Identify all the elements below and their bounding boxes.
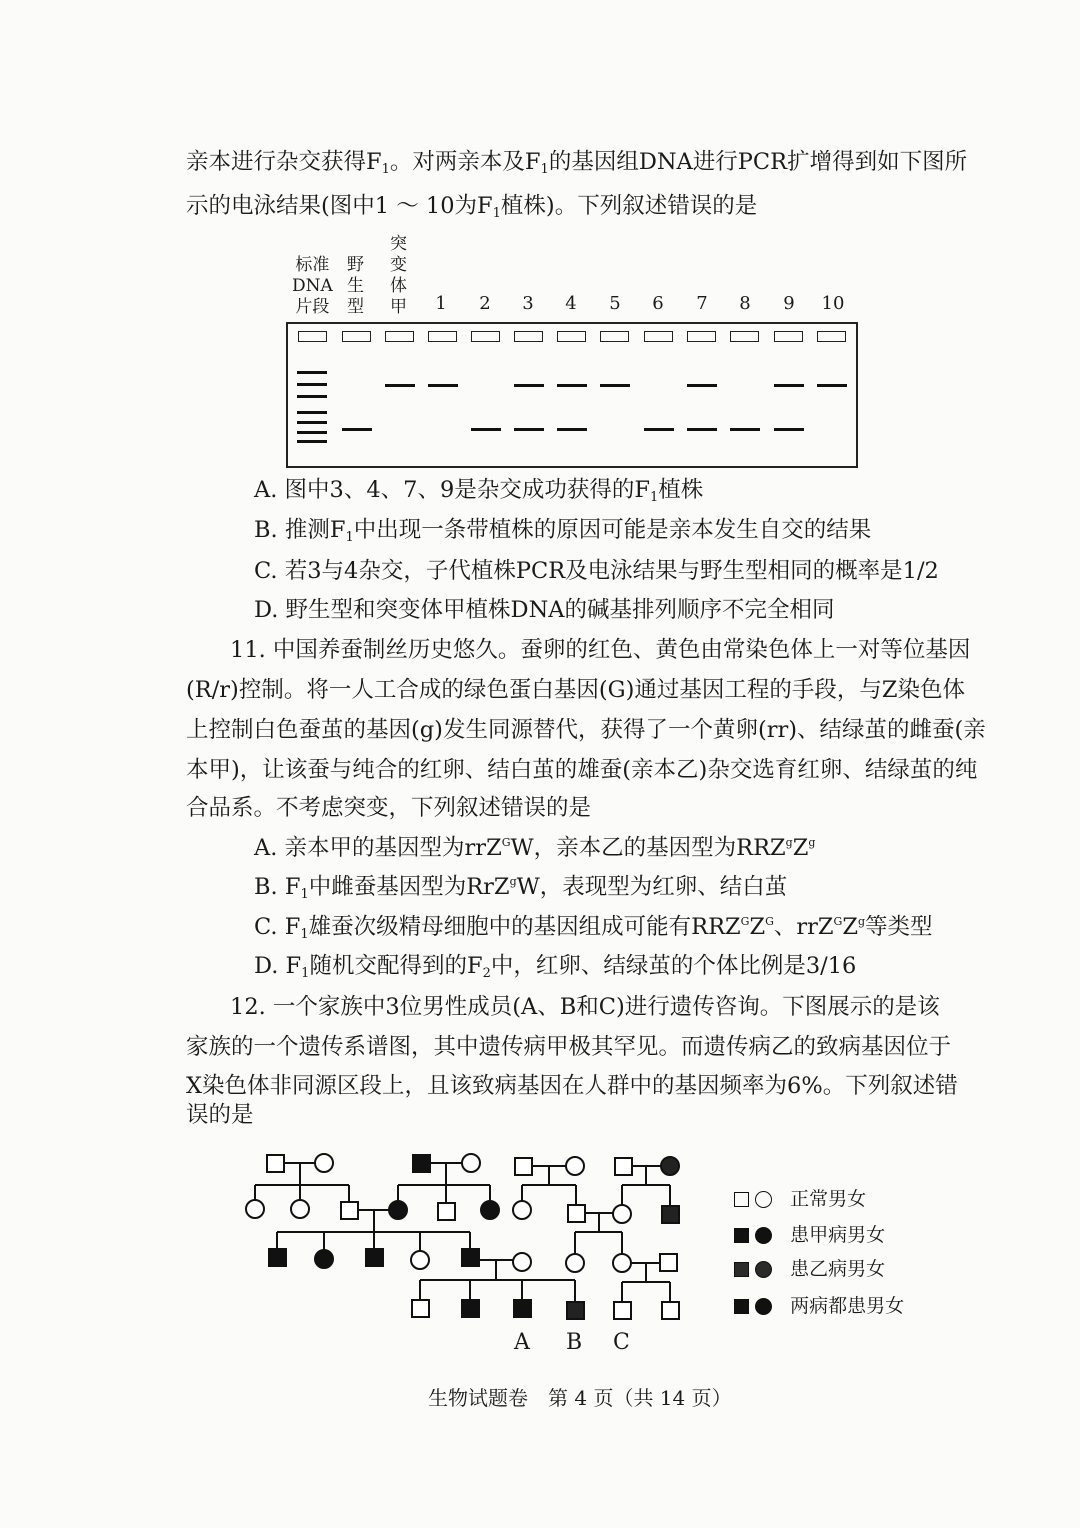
legend-disease-a: 患甲病男女 xyxy=(734,1224,885,1246)
q11-line-1: 11. 中国养蚕制丝历史悠久。蚕卵的红色、黄色由常染色体上一对等位基因 xyxy=(230,637,971,663)
label-b: B xyxy=(566,1330,583,1355)
legend-both: 两病都患男女 xyxy=(734,1295,904,1317)
label-a: A xyxy=(514,1330,530,1355)
normal-female-icon xyxy=(755,1191,772,1208)
q12-line-3: X染色体非同源区段上，且该致病基因在人群中的基因频率为6%。下列叙述错 xyxy=(186,1073,958,1099)
label-c: C xyxy=(613,1330,630,1355)
q11-line-3: 上控制白色蚕茧的基因(g)发生同源替代，获得了一个黄卵(rr)、结绿茧的雌蚕(亲 xyxy=(186,717,986,743)
lane-number: 9 xyxy=(783,293,795,314)
disease-a-male-icon xyxy=(734,1228,749,1243)
lane-number: 3 xyxy=(522,293,534,314)
q11-option-a: A. 亲本甲的基因型为rrZ$^G$W，亲本乙的基因型为$RRZ^gZ^g$ xyxy=(254,835,816,861)
q12-line-1: 12. 一个家族中3位男性成员(A、B和C)进行遗传咨询。下图展示的是该 xyxy=(230,994,940,1020)
header-wild-type: 野 生 型 xyxy=(347,255,364,317)
header-mutant: 突 变 体 甲 xyxy=(390,234,407,317)
disease-b-female-icon xyxy=(755,1261,772,1278)
disease-b-male-icon xyxy=(734,1262,749,1277)
q12-line-4: 误的是 xyxy=(186,1102,254,1128)
q10-option-c: C. 若3与4杂交，子代植株PCR及电泳结果与野生型相同的概率是1/2 xyxy=(254,558,939,584)
lane-number: 8 xyxy=(739,293,751,314)
lane-number: 1 xyxy=(435,293,447,314)
q11-option-c: C. $F_1$雄蚕次级精母细胞中的基因组成可能有$RRZ^GZ^G$、$rrZ^GZ^g$等类型 xyxy=(254,914,933,942)
gen1 xyxy=(267,1154,679,1175)
q12-line-2: 家族的一个遗传系谱图，其中遗传病甲极其罕见。而遗传病乙的致病基因位于 xyxy=(186,1034,952,1060)
q11-line-4: 本甲)，让该蚕与纯合的红卵、结白茧的雄蚕(亲本乙)杂交选育红卵、结绿茧的纯 xyxy=(186,757,978,783)
lane-number: 2 xyxy=(479,293,491,314)
q11-option-d: D. $F_1$随机交配得到的$F_2$中，红卵、结绿茧的个体比例是3/16 xyxy=(254,953,857,981)
lane-number: 6 xyxy=(652,293,664,314)
q11-line-5: 合品系。不考虑突变，下列叙述错误的是 xyxy=(186,795,592,821)
intro-line-2: 示的电泳结果(图中1 ～ 10为$F_1$植株)。下列叙述错误的是 xyxy=(186,193,758,221)
lane-number: 10 xyxy=(821,293,845,314)
page-footer: 生物试题卷 第 4 页（共 14 页） xyxy=(428,1386,732,1410)
q10-option-b: B. 推测$F_1$中出现一条带植株的原因可能是亲本发生自交的结果 xyxy=(254,517,872,545)
lane-number: 5 xyxy=(609,293,621,314)
both-diseases-female-icon xyxy=(755,1298,772,1315)
lane-number: 4 xyxy=(565,293,577,314)
q10-option-d: D. 野生型和突变体甲植株DNA的碱基排列顺序不完全相同 xyxy=(254,597,835,623)
intro-line-1: 亲本进行杂交获得$F_1$。对两亲本及$F_1$的基因组DNA进行PCR扩增得到如下图所 xyxy=(186,149,968,177)
q11-line-2: (R/r)控制。将一人工合成的绿色蛋白基因(G)通过基因工程的手段，与Z染色体 xyxy=(186,677,965,703)
lane-number: 7 xyxy=(696,293,708,314)
disease-a-female-icon xyxy=(755,1227,772,1244)
q11-option-b: B. $F_1$中雌蚕基因型为RrZ$^g$W，表现型为红卵、结白茧 xyxy=(254,874,788,902)
legend-normal: 正常男女 xyxy=(734,1188,866,1210)
q10-option-a: A. 图中3、4、7、9是杂交成功获得的$F_1$植株 xyxy=(254,477,704,505)
legend-disease-b: 患乙病男女 xyxy=(734,1258,885,1280)
normal-male-icon xyxy=(734,1192,749,1207)
both-diseases-male-icon xyxy=(734,1299,749,1314)
header-standard-dna: 标准 DNA 片段 xyxy=(292,255,333,317)
